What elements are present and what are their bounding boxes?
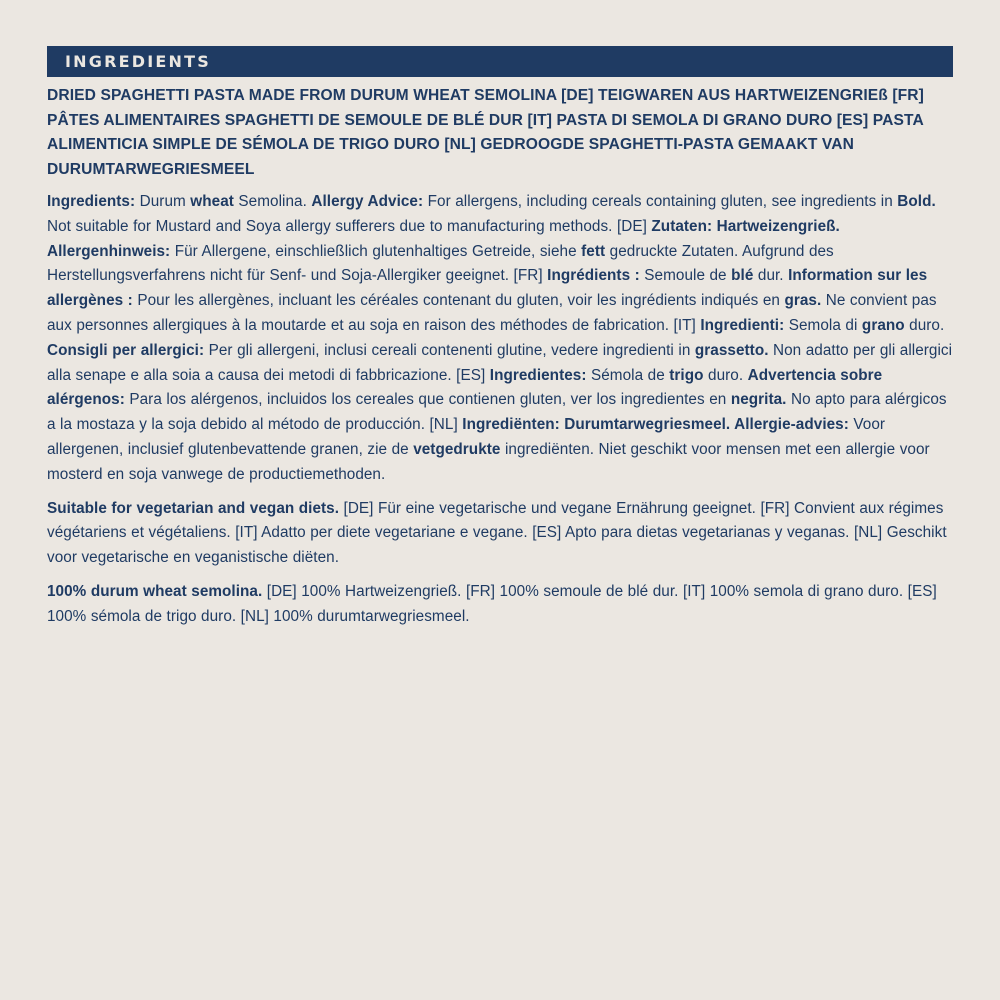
bold-text-run: blé [731, 267, 754, 285]
bold-text-run: Zutaten: Hartweizengrieß. Allergenhinweis: [47, 217, 840, 260]
bold-text-run: Ingredienti: [700, 316, 785, 334]
text-run: Non adatto per gli allergici alla senape e alla soia a causa dei metodi di fabbricazione. [ES] [47, 341, 953, 384]
bold-text-run: Ingrédients : [547, 267, 640, 285]
bold-text-run: Allergy Advice: [311, 193, 424, 210]
text-run: Voor allergenen, inclusief glutenbevattende granen, zie de [47, 416, 886, 458]
ingredients-header-bar [47, 46, 953, 77]
text-run: [DE] 100% Hartweizengrieß. [FR] 100% semoule de blé dur. [IT] 100% semola di grano duro. [ES] 100% sémola de trigo duro. [NL] 100% durumtarwegriesmeel. [47, 582, 937, 625]
text-run: [DE] Für eine vegetarische und vegane Ernährung geeignet. [FR] Convient aux régimes végétariens et végétaliens. [IT] Adatto per diete vegetariane e vegane. [ES] Apto para dietas vegetarianas y veganas. [NL] Geschikt voor vegetarische en veganistische diëten. [47, 499, 947, 567]
text-run: Per gli allergeni, inclusi cereali contenenti glutine, vedere ingredienti in [204, 341, 695, 359]
bold-text-run: negrita. [730, 391, 787, 409]
text-run: Ne convient pas aux personnes allergiques à la moutarde et au soja en raison des méthodes de fabrication. [IT] [47, 292, 937, 334]
bold-text-run: vetgedrukte [413, 440, 501, 458]
semolina-content-paragraph [47, 580, 953, 630]
bold-text-run: Ingredients: [47, 193, 136, 210]
text-run: No apto para alérgicos a la mostaza y la soja debido al método de producción. [NL] [47, 391, 947, 434]
bold-text-run: Advertencia sobre alérgenos: [47, 366, 883, 409]
text-run: Para los alérgenos, incluidos los cereales que contienen gluten, ver los ingredientes en [124, 391, 731, 409]
text-run: Semoule de [639, 267, 732, 285]
bold-text-run: trigo [669, 366, 704, 384]
diet-suitability-paragraph [47, 497, 953, 571]
product-name: DRIED SPAGHETTI PASTA MADE FROM DURUM WHEAT SEMOLINA [DE] TEIGWAREN AUS HARTWEIZENGRIEß [FR] PÂTES ALIMENTAIRES SPAGHETTI DE SEMOULE DE BLÉ DUR [IT] PASTA DI SEMOLA DI GRANO DURO [ES] PASTA ALIMENTICIA SIMPLE DE SÉMOLA DE TRIGO DURO [NL] GEDROOGDE SPAGHETTI-PASTA GEMAAKT VAN DURUMTARWEGRIESMEEL [47, 87, 924, 178]
text-run: ingrediënten. Niet geschikt voor mensen met een allergie voor mosterd en soja vanwege de productiemethoden. [47, 440, 930, 483]
text-run: gedruckte Zutaten. Aufgrund des Herstellungsverfahrens nicht für Senf- und Soja-Allergiker geeignet. [FR] [47, 242, 834, 285]
text-run: dur. [753, 267, 789, 285]
bold-text-run: grano [861, 316, 905, 334]
text-run: For allergens, including cereals containing gluten, see ingredients in [423, 193, 898, 210]
text-run: Pour les allergènes, incluant les céréales contenant du gluten, voir les ingrédients indiqués en [132, 292, 785, 310]
bold-text-run: Suitable for vegetarian and vegan diets. [47, 499, 340, 517]
bold-text-run: Consigli per allergici: [47, 341, 205, 359]
text-run: Not suitable for Mustard and Soya allergy sufferers due to manufacturing methods. [DE] [47, 217, 652, 235]
ingredients-panel [47, 46, 953, 630]
text-run: Sémola de [586, 366, 670, 384]
bold-text-run: fett [581, 242, 606, 260]
ingredients-allergy-paragraph [47, 190, 953, 488]
bold-text-run: Information sur les allergènes : [47, 267, 928, 310]
bold-text-run: 100% durum wheat semolina. [47, 582, 263, 600]
text-run: duro. [904, 316, 945, 334]
text-run: Durum [135, 193, 191, 210]
bold-text-run: Ingrediënten: Durumtarwegriesmeel. Allergie-advies: [462, 416, 849, 434]
text-run: Semolina. [233, 193, 312, 210]
text-run: duro. [703, 366, 748, 384]
ingredients-heading: INGREDIENTS [65, 52, 211, 71]
text-run: Für Allergene, einschließlich glutenhaltiges Getreide, siehe [170, 242, 582, 260]
bold-text-run: Ingredientes: [489, 366, 587, 384]
bold-text-run: gras. [784, 292, 822, 310]
bold-text-run: grassetto. [694, 341, 769, 359]
bold-text-run: wheat [190, 193, 234, 210]
text-run: Semola di [784, 316, 862, 334]
bold-text-run: Bold. [897, 193, 936, 210]
